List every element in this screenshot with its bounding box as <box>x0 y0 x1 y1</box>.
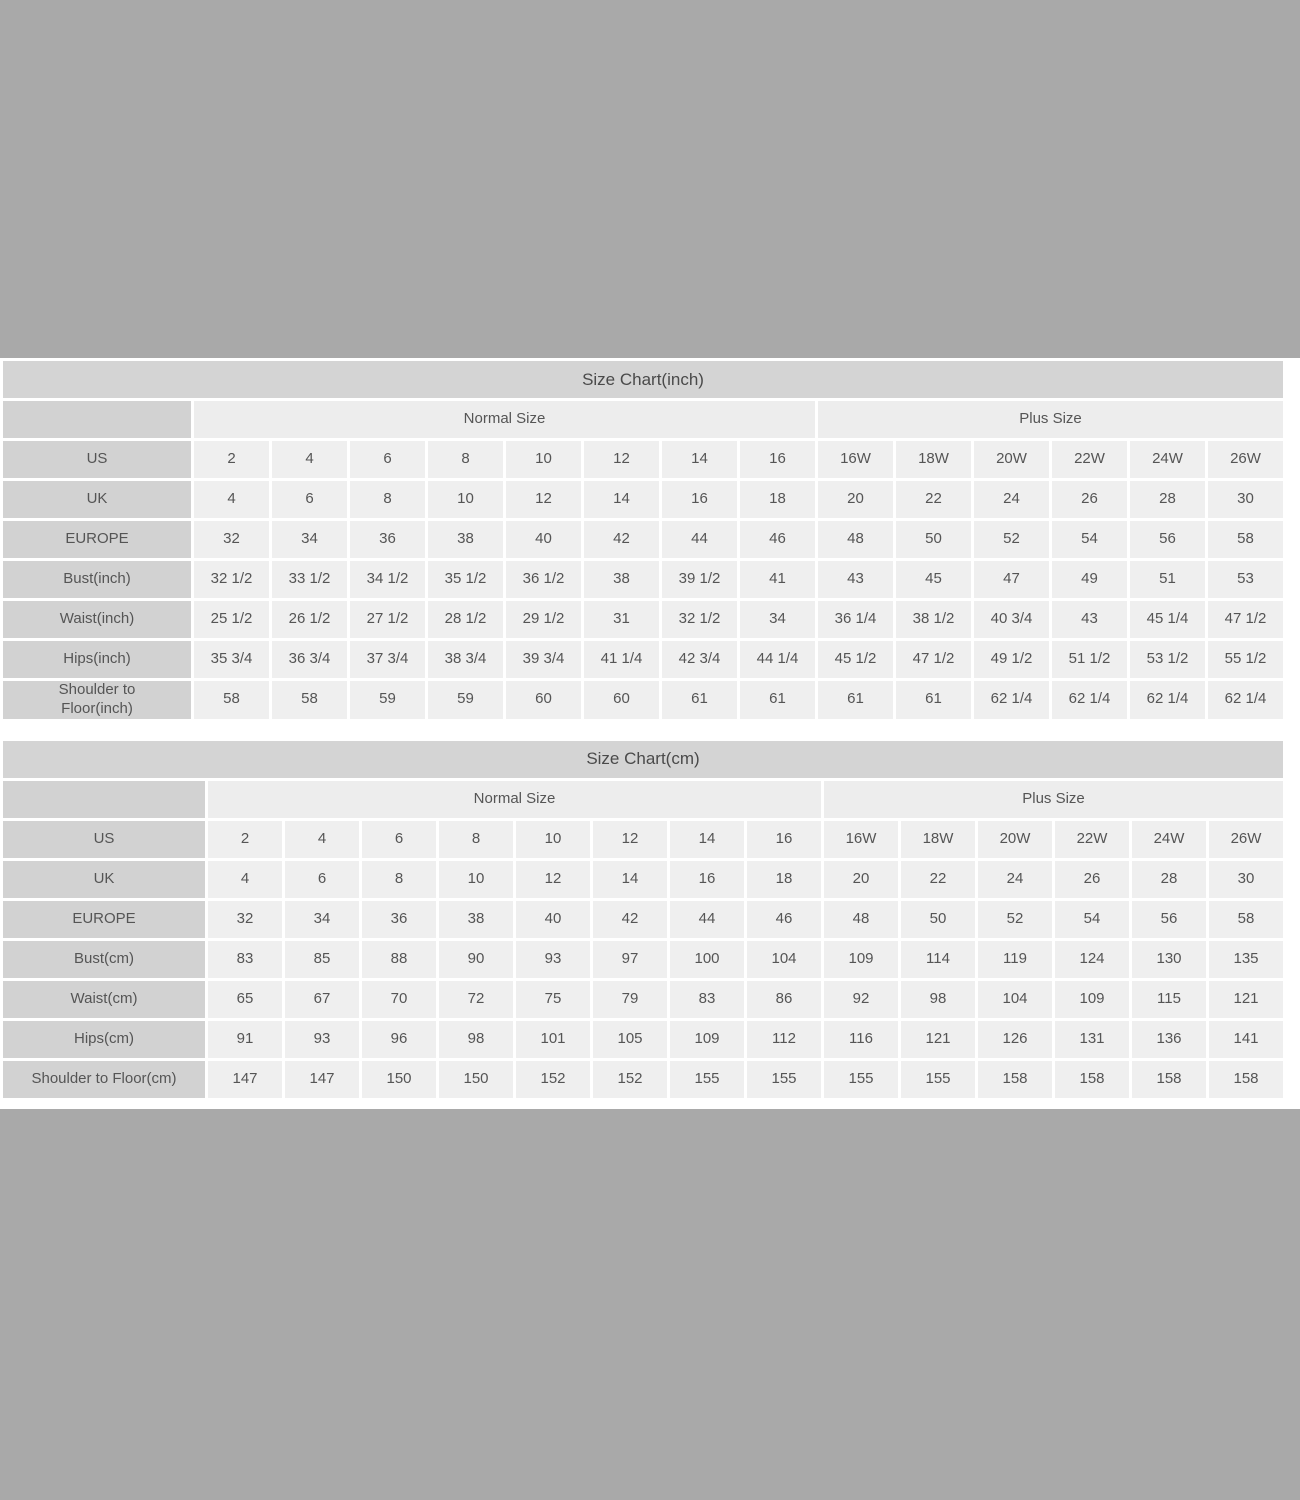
size-value-cell: 14 <box>584 481 659 518</box>
size-value-cell: 36 <box>362 901 436 938</box>
size-value-cell: 83 <box>670 981 744 1018</box>
size-value-cell: 141 <box>1209 1021 1283 1058</box>
column-group-normal-size: Normal Size <box>208 781 821 818</box>
size-value-cell: 12 <box>516 861 590 898</box>
size-value-cell: 52 <box>978 901 1052 938</box>
size-value-cell: 158 <box>1055 1061 1129 1098</box>
size-value-cell: 20 <box>824 861 898 898</box>
size-value-cell: 22 <box>901 861 975 898</box>
size-value-cell: 56 <box>1132 901 1206 938</box>
size-value-cell: 8 <box>428 441 503 478</box>
table-row <box>3 561 1283 598</box>
size-value-cell: 155 <box>824 1061 898 1098</box>
size-value-cell: 24 <box>974 481 1049 518</box>
size-value-cell: 38 <box>584 561 659 598</box>
size-chart-inch-table <box>0 358 1286 722</box>
size-value-cell: 105 <box>593 1021 667 1058</box>
size-value-cell: 135 <box>1209 941 1283 978</box>
size-value-cell: 6 <box>272 481 347 518</box>
table-row <box>3 1061 1283 1098</box>
row-label: Bust(cm) <box>3 941 205 978</box>
size-value-cell: 27 1/2 <box>350 601 425 638</box>
size-value-cell: 150 <box>439 1061 513 1098</box>
size-value-cell: 42 <box>584 521 659 558</box>
size-value-cell: 26W <box>1209 821 1283 858</box>
table-row <box>3 441 1283 478</box>
size-value-cell: 61 <box>818 681 893 719</box>
size-value-cell: 20W <box>974 441 1049 478</box>
size-value-cell: 30 <box>1208 481 1283 518</box>
size-value-cell: 49 <box>1052 561 1127 598</box>
row-label: UK <box>3 861 205 898</box>
size-value-cell: 155 <box>901 1061 975 1098</box>
size-value-cell: 32 <box>208 901 282 938</box>
size-value-cell: 44 <box>670 901 744 938</box>
size-value-cell: 72 <box>439 981 513 1018</box>
column-group-row <box>3 401 1283 438</box>
size-value-cell: 109 <box>670 1021 744 1058</box>
size-value-cell: 12 <box>593 821 667 858</box>
column-group-row <box>3 781 1283 818</box>
size-value-cell: 88 <box>362 941 436 978</box>
size-chart-panel <box>0 358 1300 1109</box>
size-value-cell: 28 1/2 <box>428 601 503 638</box>
size-value-cell: 10 <box>516 821 590 858</box>
size-value-cell: 48 <box>818 521 893 558</box>
size-value-cell: 22W <box>1055 821 1129 858</box>
row-label: Bust(inch) <box>3 561 191 598</box>
size-value-cell: 44 <box>662 521 737 558</box>
size-value-cell: 114 <box>901 941 975 978</box>
size-value-cell: 100 <box>670 941 744 978</box>
size-value-cell: 30 <box>1209 861 1283 898</box>
size-value-cell: 53 1/2 <box>1130 641 1205 678</box>
size-value-cell: 124 <box>1055 941 1129 978</box>
row-label: EUROPE <box>3 901 205 938</box>
table-row <box>3 481 1283 518</box>
size-value-cell: 147 <box>208 1061 282 1098</box>
size-value-cell: 29 1/2 <box>506 601 581 638</box>
size-value-cell: 2 <box>208 821 282 858</box>
size-value-cell: 58 <box>1209 901 1283 938</box>
size-value-cell: 86 <box>747 981 821 1018</box>
size-value-cell: 50 <box>901 901 975 938</box>
size-value-cell: 26 <box>1052 481 1127 518</box>
size-value-cell: 60 <box>506 681 581 719</box>
size-value-cell: 26 <box>1055 861 1129 898</box>
table-row <box>3 681 1283 719</box>
table-title-row <box>3 741 1283 778</box>
size-value-cell: 24 <box>978 861 1052 898</box>
size-value-cell: 109 <box>1055 981 1129 1018</box>
size-value-cell: 40 <box>516 901 590 938</box>
table-row <box>3 981 1283 1018</box>
size-value-cell: 8 <box>350 481 425 518</box>
size-value-cell: 14 <box>662 441 737 478</box>
size-value-cell: 34 <box>740 601 815 638</box>
size-value-cell: 79 <box>593 981 667 1018</box>
size-value-cell: 53 <box>1208 561 1283 598</box>
size-value-cell: 28 <box>1132 861 1206 898</box>
size-value-cell: 18W <box>896 441 971 478</box>
size-value-cell: 59 <box>428 681 503 719</box>
size-value-cell: 90 <box>439 941 513 978</box>
size-value-cell: 62 1/4 <box>1052 681 1127 719</box>
size-value-cell: 32 <box>194 521 269 558</box>
size-value-cell: 40 <box>506 521 581 558</box>
size-value-cell: 92 <box>824 981 898 1018</box>
size-value-cell: 36 1/4 <box>818 601 893 638</box>
size-value-cell: 130 <box>1132 941 1206 978</box>
size-value-cell: 47 <box>974 561 1049 598</box>
size-value-cell: 116 <box>824 1021 898 1058</box>
size-value-cell: 52 <box>974 521 1049 558</box>
size-value-cell: 22W <box>1052 441 1127 478</box>
size-value-cell: 62 1/4 <box>1208 681 1283 719</box>
size-value-cell: 59 <box>350 681 425 719</box>
size-value-cell: 41 1/4 <box>584 641 659 678</box>
size-value-cell: 54 <box>1052 521 1127 558</box>
size-value-cell: 58 <box>272 681 347 719</box>
size-value-cell: 155 <box>670 1061 744 1098</box>
size-value-cell: 24W <box>1130 441 1205 478</box>
size-value-cell: 48 <box>824 901 898 938</box>
size-value-cell: 34 <box>285 901 359 938</box>
size-value-cell: 35 3/4 <box>194 641 269 678</box>
table-row <box>3 901 1283 938</box>
size-value-cell: 16W <box>824 821 898 858</box>
size-value-cell: 34 1/2 <box>350 561 425 598</box>
row-label: US <box>3 821 205 858</box>
size-value-cell: 44 1/4 <box>740 641 815 678</box>
size-value-cell: 8 <box>439 821 513 858</box>
size-value-cell: 101 <box>516 1021 590 1058</box>
size-value-cell: 121 <box>901 1021 975 1058</box>
size-value-cell: 83 <box>208 941 282 978</box>
row-label: Shoulder to Floor(inch) <box>3 681 191 719</box>
size-value-cell: 40 3/4 <box>974 601 1049 638</box>
size-value-cell: 147 <box>285 1061 359 1098</box>
table-title: Size Chart(inch) <box>3 361 1283 398</box>
size-value-cell: 38 <box>439 901 513 938</box>
size-value-cell: 56 <box>1130 521 1205 558</box>
size-value-cell: 16 <box>747 821 821 858</box>
size-value-cell: 8 <box>362 861 436 898</box>
size-value-cell: 67 <box>285 981 359 1018</box>
table-row <box>3 521 1283 558</box>
size-value-cell: 62 1/4 <box>1130 681 1205 719</box>
size-value-cell: 47 1/2 <box>896 641 971 678</box>
size-value-cell: 36 3/4 <box>272 641 347 678</box>
size-value-cell: 34 <box>272 521 347 558</box>
size-value-cell: 136 <box>1132 1021 1206 1058</box>
size-value-cell: 121 <box>1209 981 1283 1018</box>
size-value-cell: 54 <box>1055 901 1129 938</box>
size-value-cell: 4 <box>208 861 282 898</box>
size-value-cell: 126 <box>978 1021 1052 1058</box>
size-value-cell: 20 <box>818 481 893 518</box>
table-row <box>3 641 1283 678</box>
size-value-cell: 12 <box>506 481 581 518</box>
row-label: Hips(inch) <box>3 641 191 678</box>
size-value-cell: 20W <box>978 821 1052 858</box>
size-value-cell: 109 <box>824 941 898 978</box>
size-value-cell: 93 <box>516 941 590 978</box>
size-value-cell: 18 <box>747 861 821 898</box>
size-value-cell: 62 1/4 <box>974 681 1049 719</box>
size-value-cell: 60 <box>584 681 659 719</box>
size-value-cell: 46 <box>740 521 815 558</box>
size-value-cell: 32 1/2 <box>662 601 737 638</box>
size-value-cell: 152 <box>516 1061 590 1098</box>
size-value-cell: 96 <box>362 1021 436 1058</box>
corner-cell <box>3 401 191 438</box>
size-value-cell: 25 1/2 <box>194 601 269 638</box>
row-label: Shoulder to Floor(cm) <box>3 1061 205 1098</box>
size-value-cell: 98 <box>439 1021 513 1058</box>
size-value-cell: 49 1/2 <box>974 641 1049 678</box>
size-value-cell: 61 <box>740 681 815 719</box>
table-row <box>3 1021 1283 1058</box>
size-value-cell: 61 <box>662 681 737 719</box>
size-value-cell: 61 <box>896 681 971 719</box>
size-value-cell: 4 <box>285 821 359 858</box>
size-value-cell: 45 1/2 <box>818 641 893 678</box>
size-value-cell: 97 <box>593 941 667 978</box>
size-value-cell: 36 1/2 <box>506 561 581 598</box>
size-value-cell: 46 <box>747 901 821 938</box>
size-value-cell: 104 <box>978 981 1052 1018</box>
table-title: Size Chart(cm) <box>3 741 1283 778</box>
size-value-cell: 45 <box>896 561 971 598</box>
size-value-cell: 37 3/4 <box>350 641 425 678</box>
corner-cell <box>3 781 205 818</box>
size-value-cell: 35 1/2 <box>428 561 503 598</box>
size-value-cell: 70 <box>362 981 436 1018</box>
size-value-cell: 26W <box>1208 441 1283 478</box>
size-value-cell: 16W <box>818 441 893 478</box>
size-value-cell: 4 <box>272 441 347 478</box>
size-value-cell: 50 <box>896 521 971 558</box>
size-value-cell: 47 1/2 <box>1208 601 1283 638</box>
size-chart-cm-table <box>0 738 1286 1101</box>
size-value-cell: 115 <box>1132 981 1206 1018</box>
size-value-cell: 6 <box>350 441 425 478</box>
table-row <box>3 601 1283 638</box>
size-value-cell: 39 3/4 <box>506 641 581 678</box>
size-value-cell: 31 <box>584 601 659 638</box>
size-value-cell: 16 <box>740 441 815 478</box>
table-title-row <box>3 361 1283 398</box>
size-value-cell: 98 <box>901 981 975 1018</box>
size-value-cell: 158 <box>1209 1061 1283 1098</box>
size-value-cell: 6 <box>362 821 436 858</box>
row-label: EUROPE <box>3 521 191 558</box>
size-value-cell: 26 1/2 <box>272 601 347 638</box>
size-value-cell: 155 <box>747 1061 821 1098</box>
table-row <box>3 861 1283 898</box>
table-row <box>3 941 1283 978</box>
size-value-cell: 58 <box>194 681 269 719</box>
size-value-cell: 112 <box>747 1021 821 1058</box>
size-value-cell: 104 <box>747 941 821 978</box>
size-value-cell: 152 <box>593 1061 667 1098</box>
size-value-cell: 39 1/2 <box>662 561 737 598</box>
size-value-cell: 36 <box>350 521 425 558</box>
size-value-cell: 33 1/2 <box>272 561 347 598</box>
size-value-cell: 43 <box>1052 601 1127 638</box>
size-value-cell: 43 <box>818 561 893 598</box>
size-value-cell: 2 <box>194 441 269 478</box>
size-value-cell: 42 3/4 <box>662 641 737 678</box>
size-value-cell: 158 <box>978 1061 1052 1098</box>
size-value-cell: 38 <box>428 521 503 558</box>
column-group-plus-size: Plus Size <box>818 401 1283 438</box>
size-value-cell: 16 <box>670 861 744 898</box>
size-value-cell: 91 <box>208 1021 282 1058</box>
size-value-cell: 22 <box>896 481 971 518</box>
column-group-normal-size: Normal Size <box>194 401 815 438</box>
size-value-cell: 93 <box>285 1021 359 1058</box>
size-value-cell: 38 1/2 <box>896 601 971 638</box>
column-group-plus-size: Plus Size <box>824 781 1283 818</box>
row-label: US <box>3 441 191 478</box>
size-value-cell: 150 <box>362 1061 436 1098</box>
size-value-cell: 10 <box>439 861 513 898</box>
size-value-cell: 14 <box>593 861 667 898</box>
size-value-cell: 119 <box>978 941 1052 978</box>
size-value-cell: 38 3/4 <box>428 641 503 678</box>
size-value-cell: 85 <box>285 941 359 978</box>
row-label: UK <box>3 481 191 518</box>
size-value-cell: 131 <box>1055 1021 1129 1058</box>
size-value-cell: 42 <box>593 901 667 938</box>
size-value-cell: 14 <box>670 821 744 858</box>
size-value-cell: 18 <box>740 481 815 518</box>
size-value-cell: 55 1/2 <box>1208 641 1283 678</box>
size-value-cell: 75 <box>516 981 590 1018</box>
size-value-cell: 18W <box>901 821 975 858</box>
size-value-cell: 6 <box>285 861 359 898</box>
size-value-cell: 10 <box>506 441 581 478</box>
size-value-cell: 41 <box>740 561 815 598</box>
size-value-cell: 45 1/4 <box>1130 601 1205 638</box>
table-row <box>3 821 1283 858</box>
row-label: Waist(inch) <box>3 601 191 638</box>
size-value-cell: 51 1/2 <box>1052 641 1127 678</box>
size-value-cell: 4 <box>194 481 269 518</box>
size-value-cell: 32 1/2 <box>194 561 269 598</box>
size-value-cell: 158 <box>1132 1061 1206 1098</box>
row-label: Hips(cm) <box>3 1021 205 1058</box>
row-label: Waist(cm) <box>3 981 205 1018</box>
size-value-cell: 65 <box>208 981 282 1018</box>
size-value-cell: 51 <box>1130 561 1205 598</box>
size-value-cell: 12 <box>584 441 659 478</box>
size-value-cell: 16 <box>662 481 737 518</box>
size-value-cell: 24W <box>1132 821 1206 858</box>
size-value-cell: 28 <box>1130 481 1205 518</box>
size-value-cell: 10 <box>428 481 503 518</box>
size-value-cell: 58 <box>1208 521 1283 558</box>
